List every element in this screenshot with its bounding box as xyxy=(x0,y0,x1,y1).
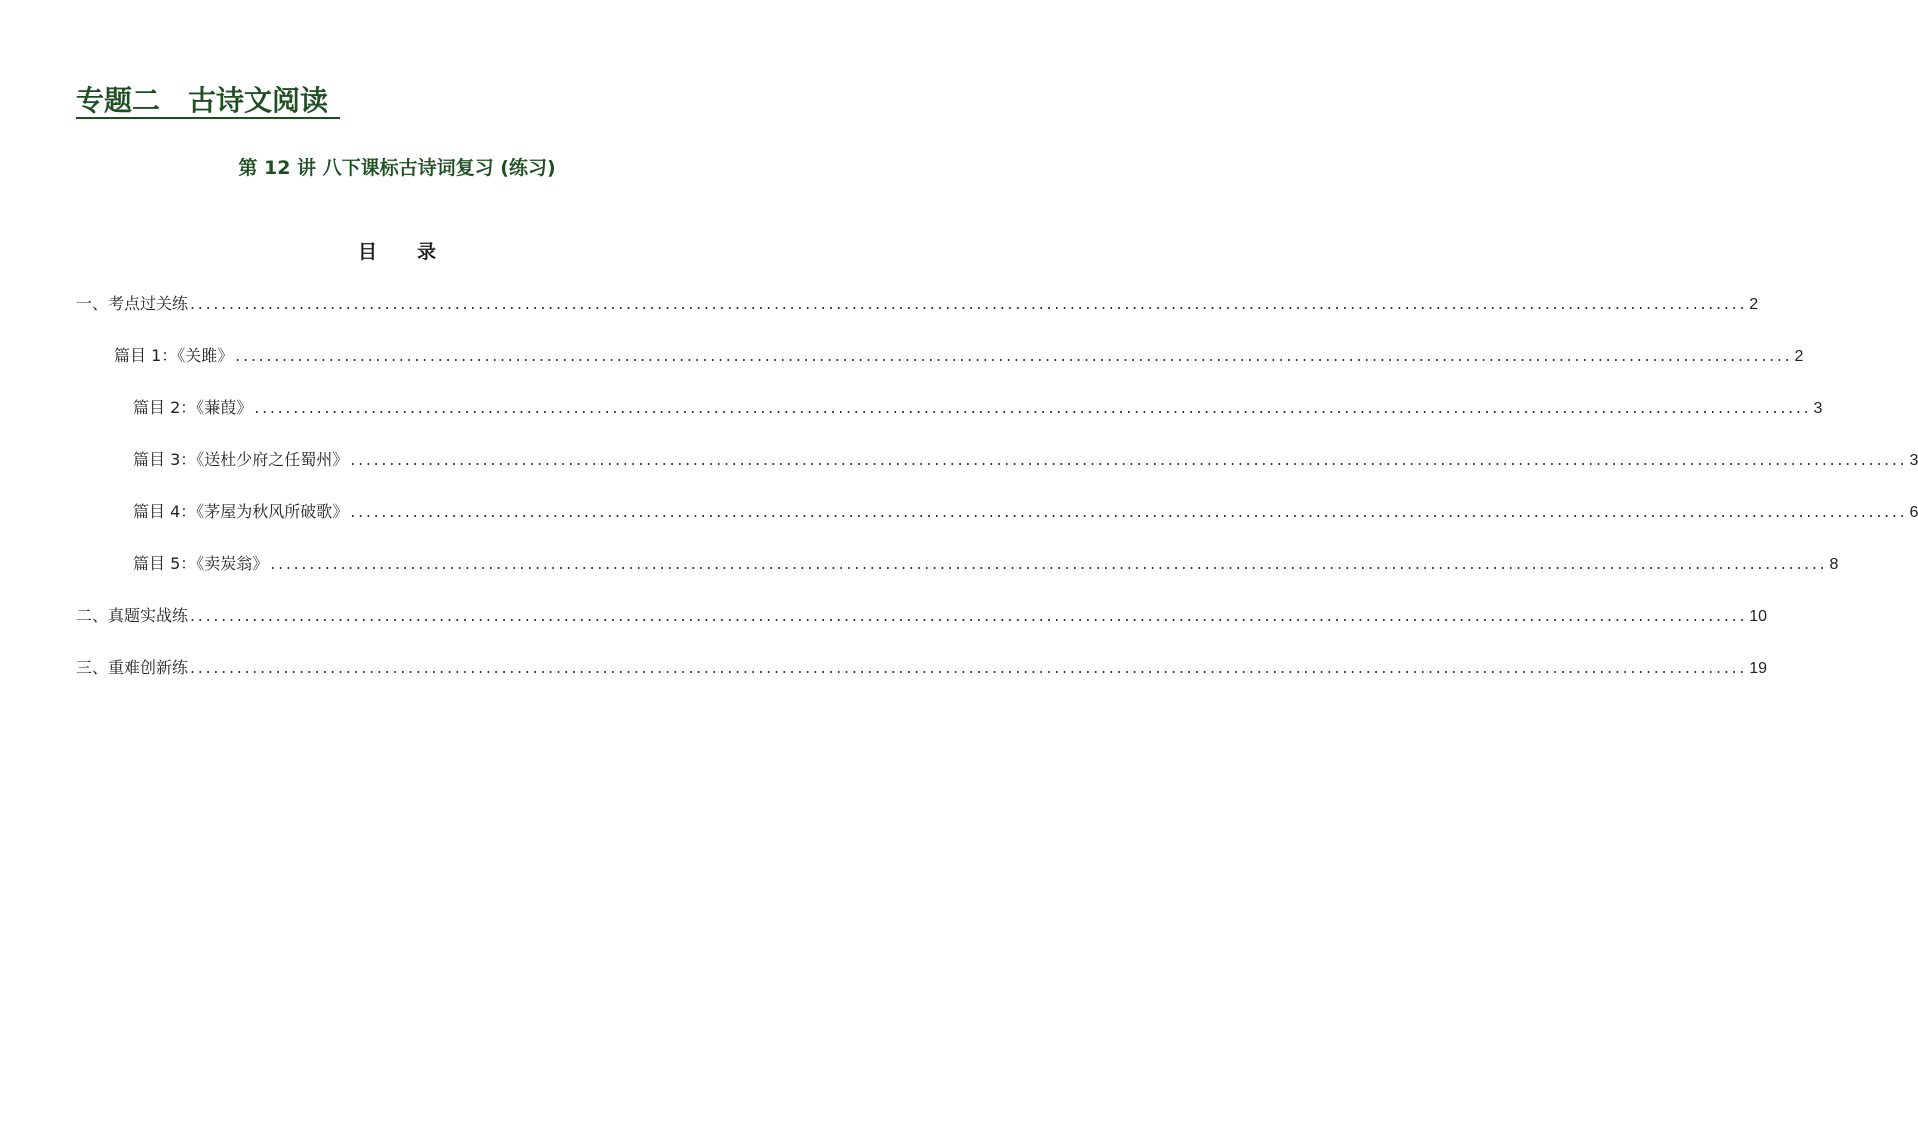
topic-title-underline xyxy=(76,117,340,119)
toc-page-number: 6 xyxy=(1909,504,1918,521)
toc-page-number: 8 xyxy=(1829,556,1839,573)
toc-entry-article-5[interactable] xyxy=(133,553,1839,575)
toc-page-number: 19 xyxy=(1749,660,1767,677)
toc-entry-label: 二、真题实战练 xyxy=(76,606,189,625)
toc-entry-section-1[interactable] xyxy=(76,293,1759,315)
toc-dot-leader: ........................................................................................................................................................................................................ xyxy=(190,658,1748,677)
toc-page-number: 2 xyxy=(1749,296,1759,313)
toc-entry-label: 篇目 2：《蒹葭》 xyxy=(133,398,253,417)
toc-entry-article-1[interactable] xyxy=(114,345,1804,367)
toc-dot-leader: ........................................................................................................................................................................................................ xyxy=(350,502,1908,521)
toc-entry-article-4[interactable] xyxy=(133,501,1918,523)
toc-entry-label: 篇目 1：《关雎》 xyxy=(114,346,234,365)
toc-entry-article-3[interactable] xyxy=(133,449,1918,471)
toc-dot-leader: ........................................................................................................................................................................................................ xyxy=(254,398,1812,417)
toc-dot-leader: ........................................................................................................................................................................................................ xyxy=(190,606,1748,625)
toc-entry-section-3[interactable] xyxy=(76,657,1767,679)
topic-title: 专题二 古诗文阅读 xyxy=(76,84,329,117)
toc-entry-label: 一、考点过关练 xyxy=(76,294,189,313)
toc-entry-section-2[interactable] xyxy=(76,605,1767,627)
toc-entry-label: 篇目 5：《卖炭翁》 xyxy=(133,554,269,573)
toc-entry-label: 篇目 3：《送杜少府之任蜀州》 xyxy=(133,450,349,469)
toc-page-number: 3 xyxy=(1909,452,1918,469)
toc-heading: 目录 xyxy=(357,241,476,263)
toc-page-number: 3 xyxy=(1813,400,1823,417)
toc-dot-leader: ........................................................................................................................................................................................................ xyxy=(270,554,1828,573)
toc-dot-leader: ........................................................................................................................................................................................................ xyxy=(190,294,1748,313)
toc-entry-article-2[interactable] xyxy=(133,397,1823,419)
lecture-title: 第 12 讲 八下课标古诗词复习 (练习) xyxy=(238,157,556,179)
toc-dot-leader: ........................................................................................................................................................................................................ xyxy=(350,450,1908,469)
toc-entry-label: 三、重难创新练 xyxy=(76,658,189,677)
toc-entry-label: 篇目 4：《茅屋为秋风所破歌》 xyxy=(133,502,349,521)
toc-dot-leader: ........................................................................................................................................................................................................ xyxy=(235,346,1793,365)
toc-page-number: 10 xyxy=(1749,608,1767,625)
toc-page-number: 2 xyxy=(1794,348,1804,365)
